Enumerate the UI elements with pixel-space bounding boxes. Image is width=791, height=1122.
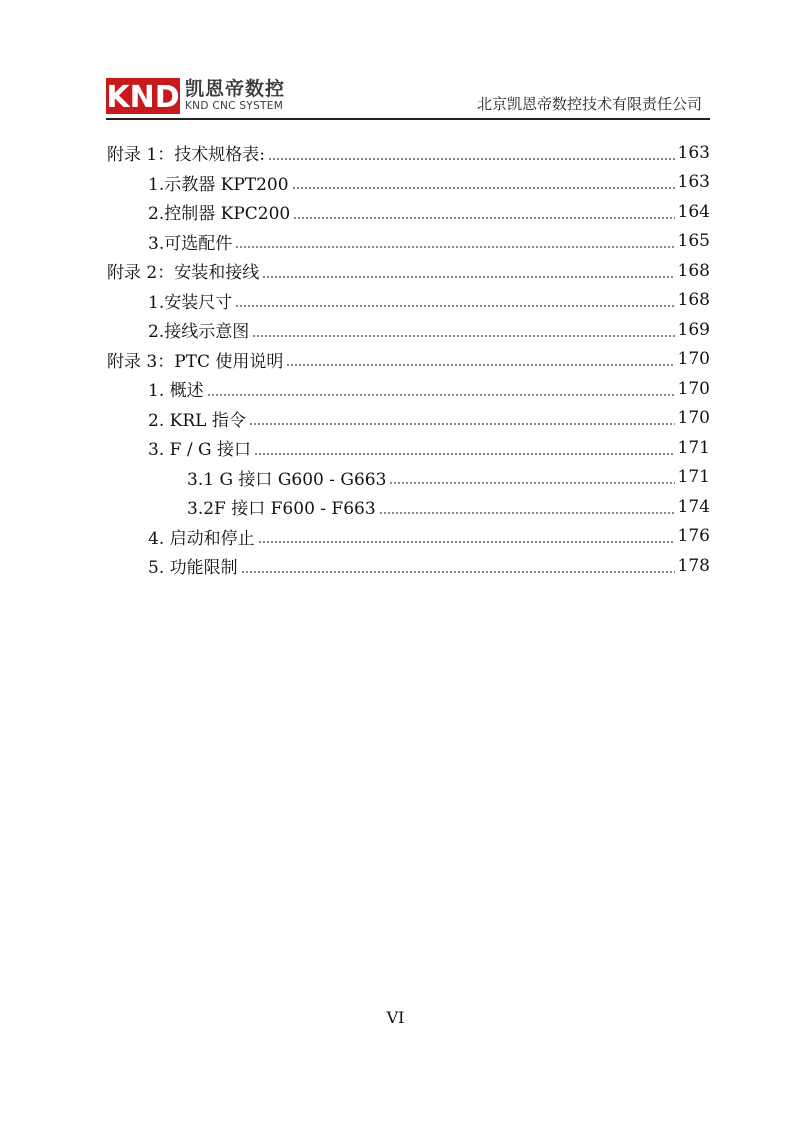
toc-entry[interactable] <box>107 286 710 316</box>
logo-letters: KND <box>106 80 180 114</box>
toc-entry[interactable] <box>107 374 710 404</box>
toc-entry[interactable] <box>107 551 710 581</box>
logo-text <box>185 79 285 113</box>
toc-entry[interactable] <box>107 463 710 493</box>
toc-entry[interactable] <box>107 168 710 198</box>
page-header <box>106 74 710 120</box>
toc-entry-label: 3.2F 接口 F600 - F663 <box>187 499 376 520</box>
toc-entry-page: 165 <box>677 231 710 252</box>
toc-entry-page: 178 <box>677 555 710 576</box>
toc-dot-leader <box>235 305 674 307</box>
toc-entry-page: 171 <box>677 437 710 458</box>
toc-entry-label: 2.接线示意图 <box>148 322 250 343</box>
toc-entry-page: 176 <box>677 526 710 547</box>
toc-entry-label: 5. 功能限制 <box>148 558 238 579</box>
toc-dot-leader <box>241 571 675 573</box>
toc-dot-leader <box>235 246 674 248</box>
toc-entry[interactable] <box>107 315 710 345</box>
toc-entry-label: 2.控制器 KPC200 <box>148 204 291 225</box>
toc-entry[interactable] <box>107 256 710 286</box>
toc-entry-label: 附录 1：技术规格表: <box>107 145 265 166</box>
page-number: VI <box>386 1008 405 1027</box>
toc-dot-leader <box>249 423 675 425</box>
toc-entry-label: 3.可选配件 <box>148 233 233 254</box>
toc-entry[interactable] <box>107 345 710 375</box>
toc-dot-leader <box>293 217 674 219</box>
toc-entry[interactable] <box>107 197 710 227</box>
toc-entry-label: 4. 启动和停止 <box>148 528 255 549</box>
toc-entry-page: 164 <box>677 201 710 222</box>
toc-entry-page: 163 <box>677 172 710 193</box>
company-name: 北京凯恩帝数控技术有限责任公司 <box>476 95 702 113</box>
toc-dot-leader <box>268 158 675 160</box>
toc-dot-leader <box>258 541 675 543</box>
toc-entry-page: 168 <box>677 290 710 311</box>
table-of-contents <box>107 138 710 581</box>
toc-entry[interactable] <box>107 433 710 463</box>
toc-entry[interactable] <box>107 404 710 434</box>
toc-entry-page: 169 <box>677 319 710 340</box>
toc-entry-label: 3. F / G 接口 <box>148 440 251 461</box>
toc-entry-label: 1.安装尺寸 <box>148 292 233 313</box>
toc-entry-label: 附录 3：PTC 使用说明 <box>107 351 284 372</box>
toc-entry-label: 2. KRL 指令 <box>148 410 246 431</box>
toc-dot-leader <box>207 394 675 396</box>
toc-dot-leader <box>389 482 674 484</box>
logo-en-name: KND CNC SYSTEM <box>185 100 284 112</box>
toc-entry-page: 168 <box>677 260 710 281</box>
toc-entry-page: 174 <box>677 496 710 517</box>
header-divider <box>106 118 710 120</box>
toc-entry[interactable] <box>107 227 710 257</box>
toc-entry[interactable] <box>107 138 710 168</box>
toc-dot-leader <box>379 512 675 514</box>
toc-entry-page: 171 <box>677 467 710 488</box>
logo-cn-name: 凯恩帝数控 <box>185 78 286 100</box>
knd-logo <box>106 78 285 114</box>
toc-dot-leader <box>252 335 674 337</box>
toc-dot-leader <box>254 453 675 455</box>
toc-entry-label: 1.示教器 KPT200 <box>148 174 289 195</box>
toc-entry-label: 1. 概述 <box>148 381 204 402</box>
toc-entry-page: 170 <box>677 378 710 399</box>
toc-entry-page: 163 <box>677 142 710 163</box>
knd-logo-icon <box>106 78 180 114</box>
toc-entry-label: 3.1 G 接口 G600 - G663 <box>187 469 387 490</box>
toc-entry[interactable] <box>107 492 710 522</box>
toc-dot-leader <box>286 364 674 366</box>
toc-dot-leader <box>292 187 675 189</box>
toc-entry-page: 170 <box>677 408 710 429</box>
toc-dot-leader <box>262 276 674 278</box>
toc-entry-page: 170 <box>677 349 710 370</box>
toc-entry[interactable] <box>107 522 710 552</box>
toc-entry-label: 附录 2：安装和接线 <box>107 263 260 284</box>
